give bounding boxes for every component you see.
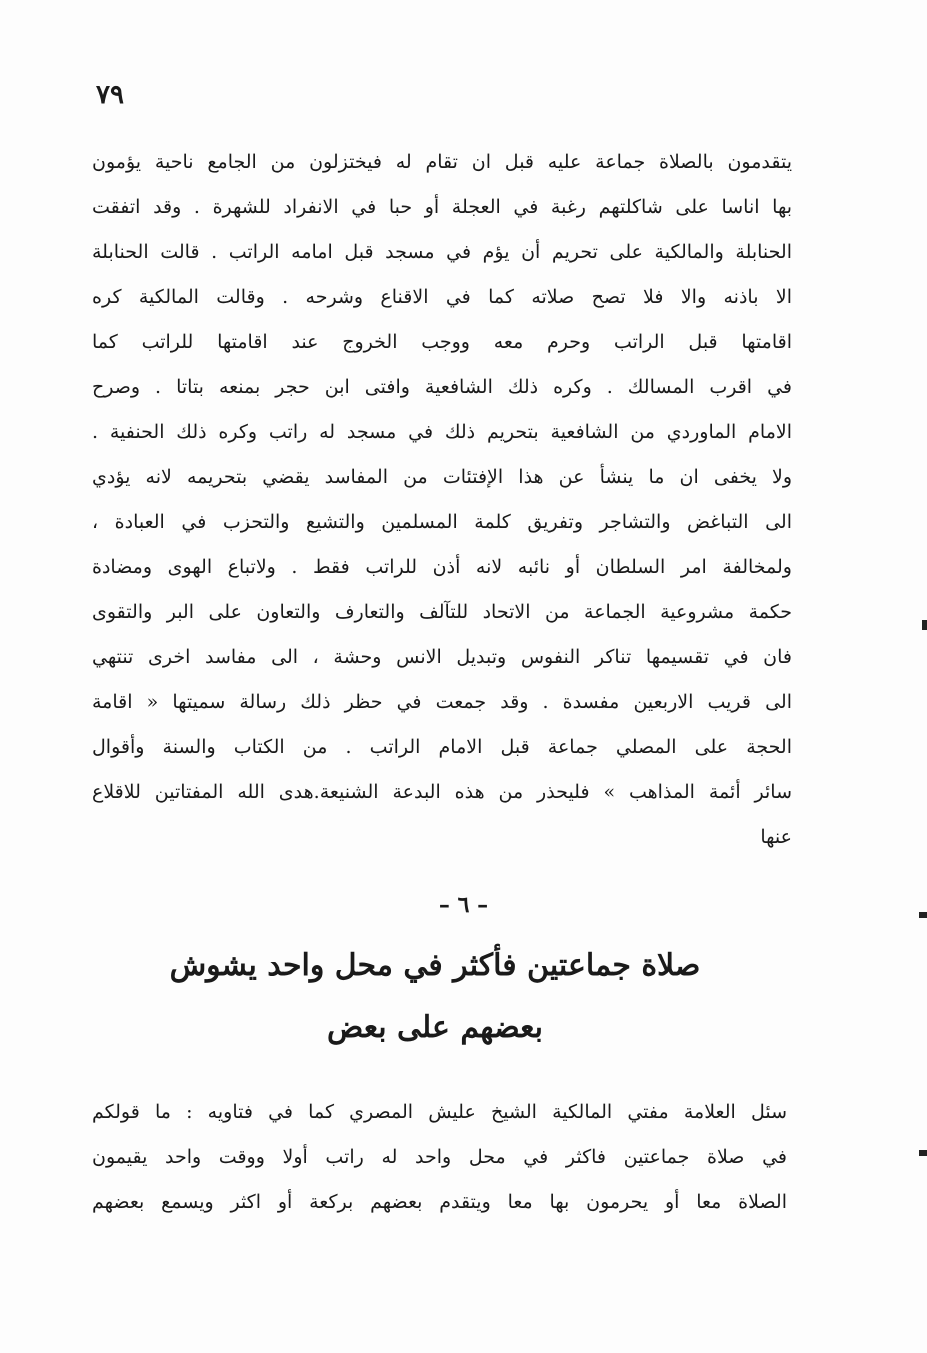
text-line: في صلاة جماعتين فاكثر في محل واحد له راتب أولا ووقت واحد يقيمون: [92, 1146, 787, 1168]
text-line: حكمة مشروعية الجماعة من الاتحاد للتآلف والتعارف والتعاون على البر والتقوى: [92, 601, 792, 623]
page-number: ٧٩: [96, 80, 124, 110]
section-heading: صلاة جماعتين فأكثر في محل واحد يشوش: [169, 948, 701, 983]
text-line: سئل العلامة مفتي المالكية الشيخ عليش المصري كما في فتاويه : ما قولكم: [92, 1101, 787, 1123]
section-body-text: [92, 1090, 787, 1225]
section-heading-continued: بعضهم على بعض: [327, 1010, 543, 1045]
scan-mark: [919, 912, 927, 918]
section-number: – ٦ –: [438, 892, 489, 918]
text-line: الحنابلة والمالكية على تحريم أن يؤم في مسجد قبل امامه الراتب . قالت الحنابلة: [92, 241, 792, 263]
scan-mark: [919, 1150, 927, 1156]
text-line: ولمخالفة امر السلطان أو نائبه لانه أذن للراتب فقط . ولاتباع الهوى ومضادة: [92, 556, 792, 578]
text-line-last: عنها: [760, 826, 792, 848]
text-line: سائر أئمة المذاهب » فليحذر من هذه البدعة الشنيعة.هدى الله المفتاتين للاقلاع: [92, 781, 792, 803]
text-line: الامام الماوردي من الشافعية بتحريم ذلك في مسجد له راتب وكره ذلك الحنفية .: [92, 421, 792, 443]
text-line: الحجة على المصلي جماعة قبل الامام الراتب . من الكتاب والسنة وأقوال: [92, 736, 792, 758]
text-line: الى التباغض والتشاجر وتفريق كلمة المسلمين والتشيع والتحزب في العبادة ،: [92, 511, 792, 533]
text-line: في اقرب المسالك . وكره ذلك الشافعية وافتى ابن حجر بمنعه بتاتا . وصرح: [92, 376, 792, 398]
text-line: بها اناسا على شاكلتهم رغبة في العجلة أو حبا في الانفراد للشهرة . وقد اتفقت: [92, 196, 792, 218]
text-line: ولا يخفى ان ما ينشأ عن هذا الإفتئات من المفاسد يقضي بتحريمه لانه يؤدي: [92, 466, 792, 488]
scan-mark: [922, 620, 927, 630]
text-line: فان في تقسيمها تناكر النفوس وتبديل الانس وحشة ، الى مفاسد اخرى تنتهي: [92, 646, 792, 668]
text-line: الصلاة معا أو يحرمون بها معا ويتقدم بعضهم بركعة أو اكثر ويسمع بعضهم: [92, 1191, 787, 1213]
text-line: يتقدمون بالصلاة جماعة عليه قبل ان تقام له فيختزلون من الجامع ناحية يؤمون: [92, 151, 792, 173]
text-line: الا باذنه والا فلا تصح صلاته كما في الاقناع وشرحه . وقالت المالكية كره: [92, 286, 792, 308]
text-line: اقامتها قبل الراتب وحرم معه ووجب الخروج عند اقامتها للراتب كما: [92, 331, 792, 353]
body-text: [92, 140, 792, 860]
text-line: الى قريب الاربعين مفسدة . وقد جمعت في حظر ذلك رسالة سميتها « اقامة: [92, 691, 792, 713]
